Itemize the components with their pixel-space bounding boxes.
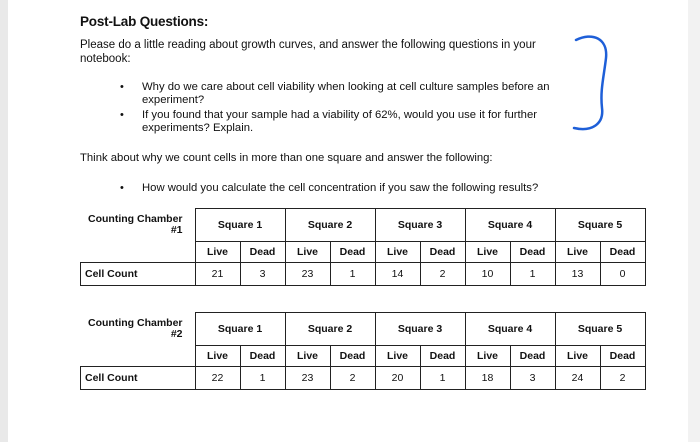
square-header: Square 3 bbox=[375, 313, 465, 346]
counting-chamber-2-table bbox=[80, 312, 646, 390]
question-item: • Why do we care about cell viability when looking at cell culture samples before an experiment? bbox=[112, 81, 582, 107]
dead-count: 3 bbox=[510, 367, 555, 390]
live-header: Live bbox=[195, 346, 240, 367]
dead-count: 3 bbox=[240, 263, 285, 286]
live-count: 24 bbox=[555, 367, 600, 390]
dead-header: Dead bbox=[330, 346, 375, 367]
viewer-left-edge bbox=[0, 0, 8, 442]
live-header: Live bbox=[465, 346, 510, 367]
live-count: 22 bbox=[195, 367, 240, 390]
square-header: Square 4 bbox=[465, 209, 555, 242]
live-count: 20 bbox=[375, 367, 420, 390]
square-header: Square 1 bbox=[195, 209, 285, 242]
dead-header: Dead bbox=[510, 346, 555, 367]
live-header: Live bbox=[285, 346, 330, 367]
live-header: Live bbox=[195, 242, 240, 263]
table-row bbox=[81, 263, 646, 286]
dead-count: 1 bbox=[330, 263, 375, 286]
row-label: Cell Count bbox=[81, 367, 196, 390]
counting-chamber-1-table bbox=[80, 208, 646, 286]
dead-header: Dead bbox=[330, 242, 375, 263]
live-header: Live bbox=[555, 242, 600, 263]
dead-header: Dead bbox=[240, 346, 285, 367]
instruction-text: Think about why we count cells in more than one square and answer the following: bbox=[80, 152, 493, 164]
live-header: Live bbox=[375, 242, 420, 263]
table-row bbox=[81, 367, 646, 390]
live-header: Live bbox=[555, 346, 600, 367]
dead-header: Dead bbox=[420, 242, 465, 263]
square-header: Square 2 bbox=[285, 313, 375, 346]
live-count: 14 bbox=[375, 263, 420, 286]
question-list-2 bbox=[112, 182, 582, 197]
dead-count: 2 bbox=[330, 367, 375, 390]
live-count: 23 bbox=[285, 367, 330, 390]
square-header: Square 5 bbox=[555, 209, 645, 242]
dead-count: 1 bbox=[240, 367, 285, 390]
dead-header: Dead bbox=[240, 242, 285, 263]
dead-header: Dead bbox=[510, 242, 555, 263]
live-count: 10 bbox=[465, 263, 510, 286]
page-title: Post-Lab Questions: bbox=[80, 14, 209, 29]
square-header: Square 3 bbox=[375, 209, 465, 242]
dead-header: Dead bbox=[420, 346, 465, 367]
question-item: • If you found that your sample had a viability of 62%, would you use it for further experiments? Explain. bbox=[112, 109, 582, 135]
row-label: Cell Count bbox=[81, 263, 196, 286]
square-header: Square 4 bbox=[465, 313, 555, 346]
live-header: Live bbox=[465, 242, 510, 263]
square-header: Square 5 bbox=[555, 313, 645, 346]
live-header: Live bbox=[285, 242, 330, 263]
live-count: 18 bbox=[465, 367, 510, 390]
dead-count: 2 bbox=[600, 367, 645, 390]
dead-count: 1 bbox=[420, 367, 465, 390]
dead-header: Dead bbox=[600, 346, 645, 367]
live-header: Live bbox=[375, 346, 420, 367]
question-list-1 bbox=[112, 81, 582, 137]
live-count: 21 bbox=[195, 263, 240, 286]
question-item: • How would you calculate the cell concentration if you saw the following results? bbox=[112, 182, 582, 195]
chamber-label: Counting Chamber #2 bbox=[88, 317, 183, 340]
square-header: Square 2 bbox=[285, 209, 375, 242]
live-count: 13 bbox=[555, 263, 600, 286]
dead-header: Dead bbox=[600, 242, 645, 263]
live-count: 23 bbox=[285, 263, 330, 286]
dead-count: 2 bbox=[420, 263, 465, 286]
square-header: Square 1 bbox=[195, 313, 285, 346]
intro-paragraph: Please do a little reading about growth curves, and answer the following questions in your notebook: bbox=[80, 39, 536, 65]
dead-count: 0 bbox=[600, 263, 645, 286]
handwritten-bracket-mark bbox=[570, 28, 614, 138]
dead-count: 1 bbox=[510, 263, 555, 286]
chamber-label: Counting Chamber #1 bbox=[88, 213, 183, 236]
